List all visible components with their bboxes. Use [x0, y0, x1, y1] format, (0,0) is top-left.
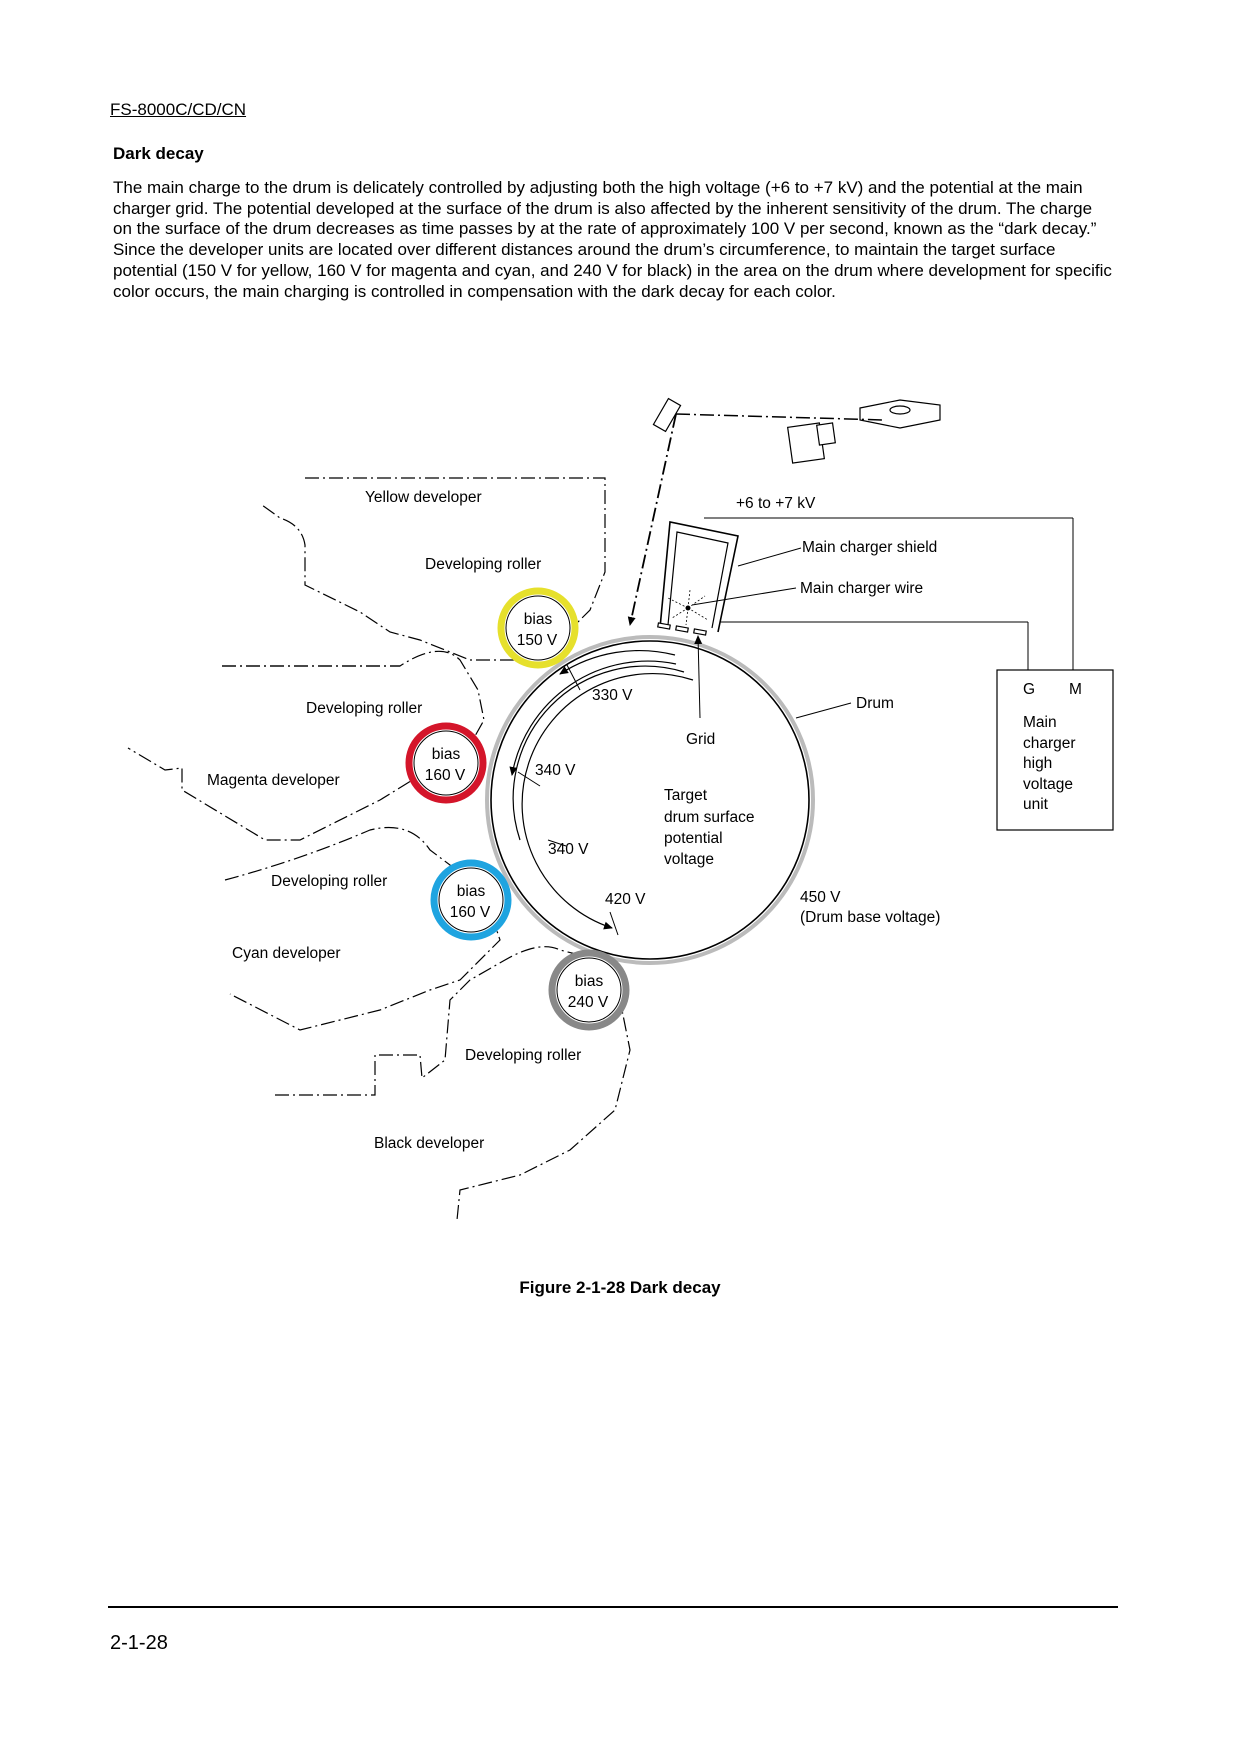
laser-beam-path — [676, 414, 884, 420]
magenta-developer-label: Magenta developer — [207, 772, 340, 789]
drum-label: Drum — [856, 695, 894, 712]
hv-unit-line-1: Main — [1023, 714, 1057, 731]
target-voltage-line-2: drum surface — [664, 809, 755, 826]
black-developer-label: Black developer — [374, 1135, 485, 1152]
target-voltage-line-3: potential — [664, 830, 723, 847]
yellow-roller-bias-value: 150 V — [516, 632, 558, 649]
laser-beam-to-drum — [630, 414, 676, 625]
black-developing-roller-label: Developing roller — [465, 1047, 582, 1064]
high-voltage-label: +6 to +7 kV — [736, 495, 816, 512]
body-paragraph: The main charge to the drum is delicately controlled by adjusting both the high voltage (+6 to +7 kV) and the potential at the main charger grid. The potential developed at the surface of the drum is also affected by the inherent sensitivity of the drum. The charge on the surface of the drum decreases as time passes by at the rate of approximately 100 V per second, known as the “dark decay.” Since the developer units are located over different distances around the drum’s circumference, to maintain the target surface potential (150 V for yellow, 160 V for magenta and cyan, and 240 V for black) in the area on the drum where development for specific color occurs, the main charging is controlled in compensation with the dark decay for each color. — [113, 178, 1112, 301]
main-charger — [658, 522, 738, 635]
document-header-title: FS-8000C/CD/CN — [110, 100, 247, 119]
cyan-developer-label: Cyan developer — [232, 945, 341, 962]
drum — [487, 637, 813, 963]
laser-scanner-icon — [653, 399, 940, 464]
cyan-roller-bias-label: bias — [456, 883, 486, 900]
hv-unit-line-4: voltage — [1023, 776, 1073, 793]
target-voltage-line-4: voltage — [664, 851, 714, 868]
drum-base-voltage-note: (Drum base voltage) — [800, 909, 941, 926]
section-heading: Dark decay — [113, 144, 204, 163]
page-number: 2-1-28 — [110, 1632, 168, 1654]
hv-unit-line-3: high — [1023, 755, 1053, 772]
footer-rule — [108, 1606, 1118, 1608]
yellow-roller-bias-label: bias — [523, 611, 553, 628]
black-roller-bias-label: bias — [574, 973, 604, 990]
black-developing-roller — [552, 953, 626, 1027]
hv-unit-g-terminal: G — [1023, 681, 1036, 698]
main-charger-wire-label: Main charger wire — [800, 580, 924, 597]
voltage-340-cyan-label: 340 V — [548, 841, 589, 858]
cyan-roller-bias-value: 160 V — [449, 904, 491, 921]
yellow-developing-roller — [501, 591, 575, 665]
voltage-420-label: 420 V — [605, 891, 646, 908]
main-charger-shield — [660, 522, 738, 632]
cyan-developing-roller — [434, 863, 508, 937]
black-roller-bias-value: 240 V — [567, 994, 609, 1011]
drum-base-voltage-value: 450 V — [800, 889, 841, 906]
hv-unit-m-terminal: M — [1069, 681, 1082, 698]
magenta-developing-roller — [409, 726, 483, 800]
yellow-developing-roller-label: Developing roller — [425, 556, 542, 573]
hv-unit-line-5: unit — [1023, 796, 1048, 813]
cyan-developing-roller-label: Developing roller — [271, 873, 388, 890]
yellow-developer-label: Yellow developer — [365, 489, 482, 506]
magenta-roller-bias-value: 160 V — [424, 767, 466, 784]
grid-label: Grid — [686, 731, 716, 748]
magenta-roller-bias-label: bias — [431, 746, 461, 763]
magenta-developing-roller-label: Developing roller — [306, 700, 423, 717]
voltage-340-magenta-label: 340 V — [535, 762, 576, 779]
main-charger-grid — [658, 623, 707, 635]
main-charger-shield-label: Main charger shield — [802, 539, 938, 556]
voltage-330-label: 330 V — [592, 687, 633, 704]
target-voltage-line-1: Target — [664, 787, 708, 804]
figure-caption: Figure 2-1-28 Dark decay — [519, 1278, 721, 1297]
hv-unit-line-2: charger — [1023, 735, 1076, 752]
